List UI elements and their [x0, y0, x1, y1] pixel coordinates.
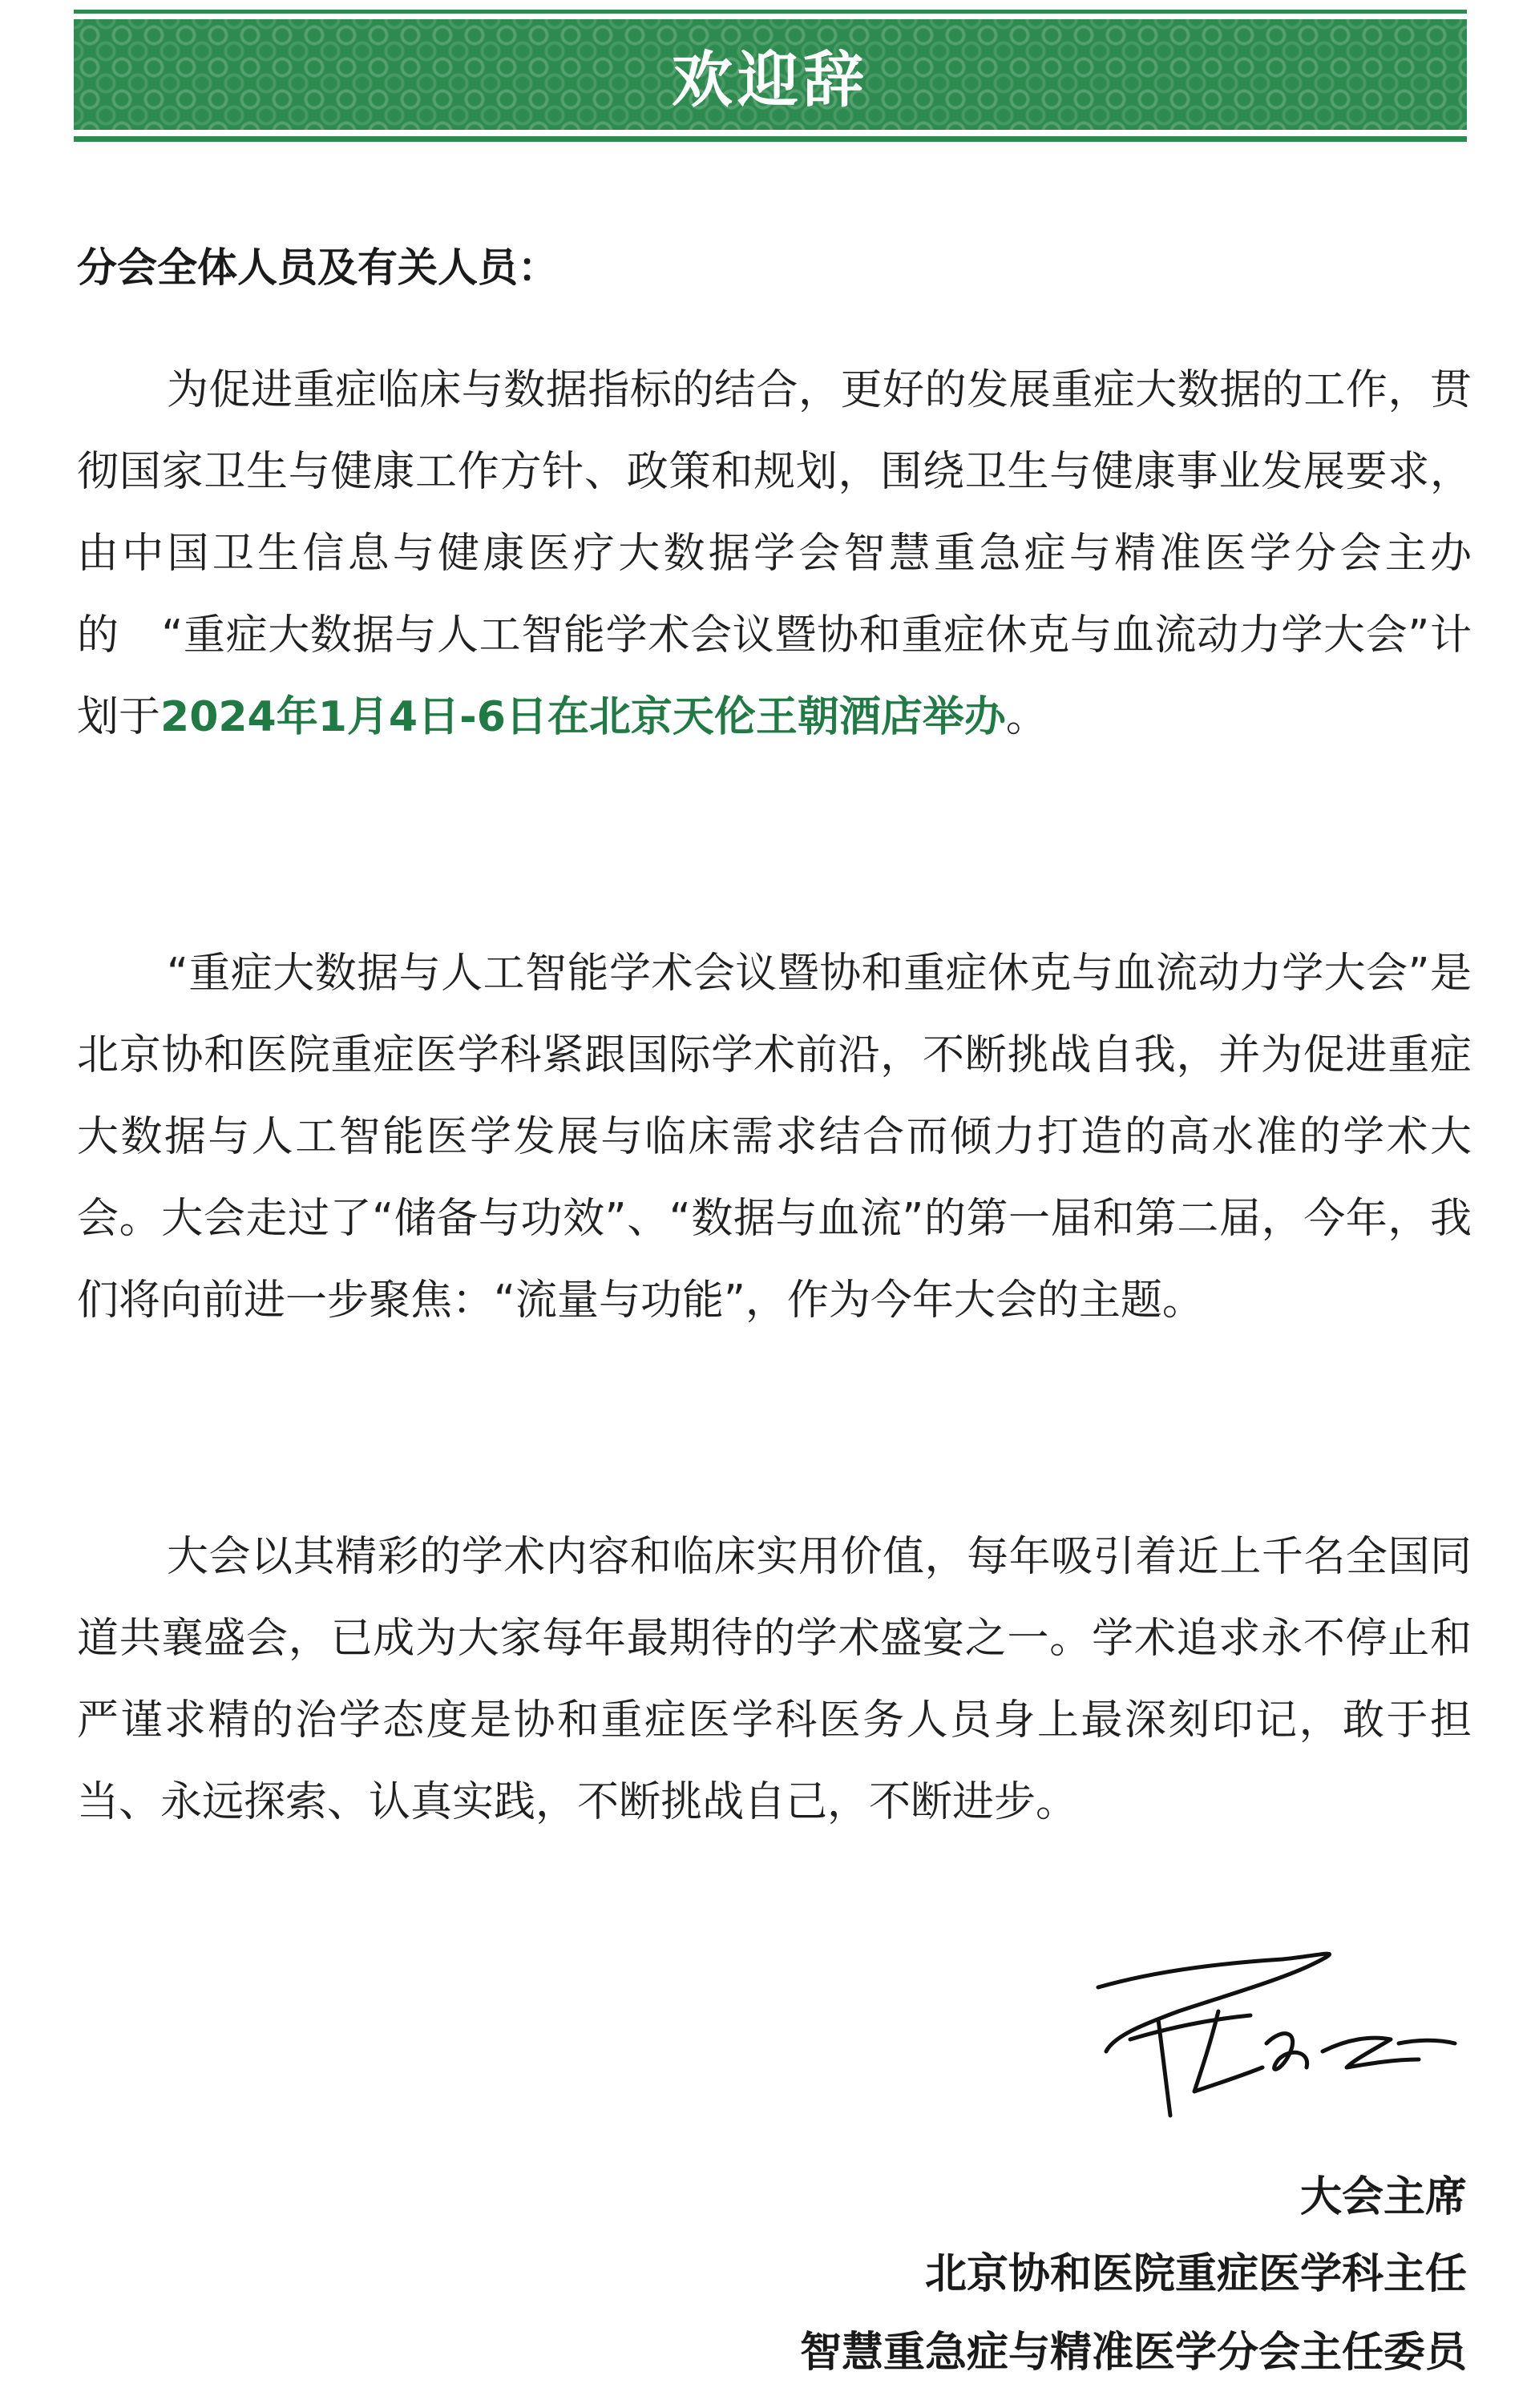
handwritten-signature: [1082, 1931, 1467, 2140]
signoff-title: 大会主席: [1299, 2173, 1467, 2221]
header-top-rule: [74, 10, 1467, 14]
signoff-position: 北京协和医院重症医学科主任: [924, 2250, 1467, 2298]
paragraph-1-text: 为促进重症临床与数据指标的结合，更好的发展重症大数据的工作，贯彻国家卫生与健康工作方针、政策和规划，围绕卫生与健康事业发展要求，由中国卫生信息与健康医疗大数据学会智慧重急症与精准医学分会主办的 “重症大数据与人工智能学术会议暨协和重症休克与血流动力学大会”计划于: [77, 366, 1472, 741]
signoff-committee: 智慧重急症与精准医学分会主任委员: [799, 2329, 1467, 2377]
paragraph-3: 大会以其精彩的学术内容和临床实用价值，每年吸引着近上千名全国同道共襄盛会，已成为大家每年最期待的学术盛宴之一。学术追求永不停止和严谨求精的治学态度是协和重症医学科医务人员身上最深刻印记，敢于担当、永远探索、认真实践，不断挑战自己，不断进步。: [77, 1533, 1472, 1826]
event-date-location: 2024年1月4日-6日在北京天伦王朝酒店举办: [160, 693, 1006, 741]
greeting: 分会全体人员及有关人员：: [77, 244, 558, 291]
paragraph-1: [77, 349, 1472, 758]
page-title: 欢迎辞: [672, 43, 869, 115]
header-bottom-rule: [74, 136, 1467, 142]
paragraph-1-end: 。: [1005, 693, 1048, 741]
paragraph-2: “重症大数据与人工智能学术会议暨协和重症休克与血流动力学大会”是北京协和医院重症医学科紧跟国际学术前沿，不断挑战自我，并为促进重症大数据与人工智能医学发展与临床需求结合而倾力打造的高水准的学术大会。大会走过了“储备与功效”、“数据与血流”的第一届和第二届，今年，我们将向前进一步聚焦：“流量与功能”，作为今年大会的主题。: [77, 950, 1472, 1325]
header-banner: [74, 19, 1467, 130]
